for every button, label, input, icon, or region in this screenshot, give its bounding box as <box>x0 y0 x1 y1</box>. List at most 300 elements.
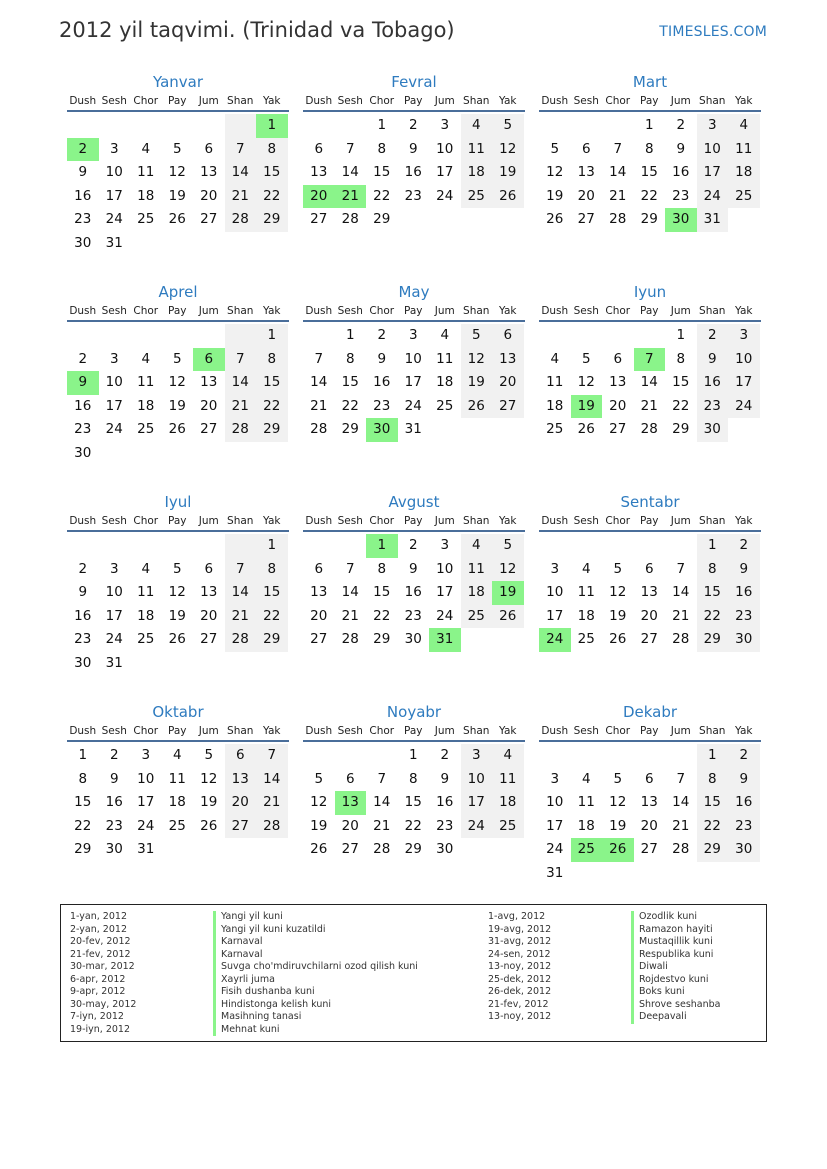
week-row <box>303 815 525 839</box>
day-cell: 3 <box>440 117 450 133</box>
weekday-label: Yak <box>499 515 517 527</box>
holiday-marker <box>631 936 634 949</box>
weekday-label: Yak <box>499 725 517 737</box>
day-cell: 24 <box>697 185 729 209</box>
day-cell: 23 <box>728 605 760 629</box>
empty-day-cell <box>67 114 99 138</box>
week-row <box>539 628 761 652</box>
day-cell: 27 <box>492 395 524 419</box>
holiday-marker <box>213 974 216 987</box>
weekday-label: Shan <box>463 515 490 527</box>
holiday-day-cell: 31 <box>429 628 461 652</box>
holiday-name: Rojdestvo kuni <box>639 973 709 985</box>
day-cell: 6 <box>204 560 214 577</box>
day-cell: 2 <box>408 117 418 133</box>
day-cell: 17 <box>461 791 493 815</box>
day-cell: 19 <box>461 371 493 395</box>
holiday-date: 20-fev, 2012 <box>70 936 131 947</box>
day-cell: 7 <box>256 744 288 768</box>
day-cell: 21 <box>609 187 627 204</box>
empty-day-cell <box>571 114 603 138</box>
day-cell: 27 <box>609 421 627 438</box>
holiday-day-cell: 21 <box>335 185 367 209</box>
day-cell: 4 <box>581 560 591 577</box>
holiday-day-cell: 6 <box>193 348 225 372</box>
day-cell: 16 <box>373 374 391 391</box>
day-cell: 9 <box>109 770 119 787</box>
empty-day-cell <box>492 838 524 862</box>
day-cell: 9 <box>408 140 418 157</box>
month-sentabr <box>539 492 761 652</box>
day-cell: 20 <box>492 371 524 395</box>
empty-day-cell <box>99 324 131 348</box>
week-row <box>67 838 289 862</box>
week-row <box>539 395 761 419</box>
holiday-date: 31-avg, 2012 <box>488 936 552 947</box>
day-cell: 8 <box>676 350 686 367</box>
holiday-day-cell: 1 <box>256 114 288 138</box>
day-cell: 20 <box>609 397 627 414</box>
legend-row <box>61 999 418 1012</box>
day-cell: 5 <box>492 534 524 558</box>
week-row <box>67 348 289 372</box>
day-cell: 18 <box>461 581 493 605</box>
empty-day-cell <box>461 418 493 442</box>
day-cell: 24 <box>436 607 454 624</box>
weekday-label: Yak <box>735 305 753 317</box>
weekday-label: Sesh <box>337 95 363 107</box>
day-cell: 8 <box>408 770 418 787</box>
empty-day-cell <box>130 534 162 558</box>
weekday-label: Sesh <box>573 725 599 737</box>
day-cell: 7 <box>676 770 686 787</box>
weekday-label: Jum <box>434 305 455 317</box>
legend-row <box>61 911 418 924</box>
empty-day-cell <box>256 652 288 676</box>
day-cell: 22 <box>404 817 422 834</box>
day-cell: 15 <box>341 374 359 391</box>
month-name: May <box>398 283 430 301</box>
day-cell: 28 <box>341 631 359 648</box>
day-cell: 5 <box>461 324 493 348</box>
day-cell: 26 <box>609 631 627 648</box>
week-row <box>303 138 525 162</box>
day-cell: 26 <box>546 211 564 228</box>
day-cell: 12 <box>492 558 524 582</box>
holiday-marker <box>631 911 634 924</box>
weekday-header <box>539 724 761 742</box>
day-cell: 14 <box>256 768 288 792</box>
day-cell: 29 <box>640 211 658 228</box>
empty-day-cell <box>193 652 225 676</box>
day-cell: 1 <box>256 534 288 558</box>
empty-day-cell <box>571 862 603 886</box>
month-name: Mart <box>632 73 668 91</box>
day-cell: 27 <box>200 421 218 438</box>
month-name: Sentabr <box>620 493 680 511</box>
empty-day-cell <box>225 442 257 466</box>
month-name: Aprel <box>158 283 198 301</box>
holiday-marker <box>631 1011 634 1024</box>
day-cell: 14 <box>225 371 257 395</box>
day-cell: 23 <box>404 607 422 624</box>
day-cell: 10 <box>436 560 454 577</box>
weekday-label: Pay <box>639 305 659 317</box>
empty-day-cell <box>634 324 666 348</box>
day-cell: 10 <box>105 584 123 601</box>
weekday-label: Dush <box>305 515 333 527</box>
weekday-label: Jum <box>670 95 691 107</box>
day-cell: 11 <box>492 768 524 792</box>
holiday-marker <box>213 1024 216 1037</box>
weekday-label: Jum <box>198 95 219 107</box>
holiday-legend <box>60 904 767 1042</box>
weekday-header <box>539 304 761 322</box>
week-row <box>539 768 761 792</box>
day-cell: 31 <box>137 841 155 858</box>
weekday-label: Shan <box>463 725 490 737</box>
month-aprel <box>67 282 289 466</box>
weekday-header <box>303 94 525 112</box>
holiday-name: Yangi yil kuni kuzatildi <box>221 923 326 935</box>
day-cell: 26 <box>461 395 493 419</box>
weekday-label: Dush <box>69 515 97 527</box>
empty-day-cell <box>130 442 162 466</box>
empty-day-cell <box>602 862 634 886</box>
empty-day-cell <box>99 442 131 466</box>
week-row <box>303 558 525 582</box>
day-cell: 19 <box>200 794 218 811</box>
day-cell: 19 <box>168 187 186 204</box>
holiday-name: Mustaqillik kuni <box>639 936 713 947</box>
month-iyul <box>67 492 289 676</box>
day-cell: 28 <box>640 421 658 438</box>
day-cell: 4 <box>461 114 493 138</box>
day-cell: 8 <box>697 768 729 792</box>
day-cell: 11 <box>137 584 155 601</box>
empty-day-cell <box>429 418 461 442</box>
legend-row <box>61 974 418 987</box>
weekday-label: Sesh <box>337 305 363 317</box>
day-cell: 7 <box>345 560 355 577</box>
day-cell: 4 <box>492 744 524 768</box>
day-cell: 22 <box>373 607 391 624</box>
empty-day-cell <box>193 232 225 256</box>
day-cell: 24 <box>461 815 493 839</box>
day-cell: 26 <box>310 841 328 858</box>
day-cell: 28 <box>609 211 627 228</box>
day-cell: 5 <box>314 770 324 787</box>
weekday-label: Shan <box>699 725 726 737</box>
day-cell: 23 <box>74 211 92 228</box>
day-cell: 22 <box>74 817 92 834</box>
holiday-day-cell: 2 <box>67 138 99 162</box>
day-cell: 27 <box>640 631 658 648</box>
weekday-header <box>67 514 289 532</box>
day-cell: 14 <box>672 584 690 601</box>
month-dekabr <box>539 702 761 886</box>
day-cell: 22 <box>373 187 391 204</box>
day-cell: 20 <box>341 817 359 834</box>
day-cell: 5 <box>613 560 623 577</box>
day-cell: 15 <box>697 581 729 605</box>
holiday-date: 24-sen, 2012 <box>488 948 551 960</box>
day-cell: 7 <box>676 560 686 577</box>
weekday-header <box>67 724 289 742</box>
day-cell: 10 <box>546 584 564 601</box>
legend-row <box>479 1011 721 1024</box>
day-cell: 10 <box>404 350 422 367</box>
empty-day-cell <box>162 442 194 466</box>
weekday-label: Yak <box>263 305 281 317</box>
weekday-label: Dush <box>541 515 569 527</box>
day-cell: 12 <box>492 138 524 162</box>
day-cell: 26 <box>168 211 186 228</box>
day-cell: 3 <box>141 747 151 763</box>
day-cell: 7 <box>225 138 257 162</box>
month-mart <box>539 72 761 232</box>
day-cell: 16 <box>404 164 422 181</box>
day-cell: 28 <box>225 208 257 232</box>
week-row <box>67 185 289 209</box>
day-cell: 6 <box>345 770 355 787</box>
day-cell: 7 <box>314 350 324 367</box>
day-cell: 15 <box>373 584 391 601</box>
empty-day-cell <box>256 838 288 862</box>
day-cell: 24 <box>436 187 454 204</box>
day-cell: 8 <box>644 140 654 157</box>
holiday-day-cell: 25 <box>571 838 603 862</box>
day-cell: 13 <box>577 164 595 181</box>
weekday-label: Chor <box>369 515 395 527</box>
day-cell: 25 <box>436 397 454 414</box>
day-cell: 28 <box>225 628 257 652</box>
holiday-name: Fisih dushanba kuni <box>221 986 315 997</box>
day-cell: 27 <box>577 211 595 228</box>
weekday-label: Dush <box>541 95 569 107</box>
weekday-label: Sesh <box>101 725 127 737</box>
holiday-date: 13-noy, 2012 <box>488 1011 552 1022</box>
weekday-label: Pay <box>167 95 187 107</box>
empty-day-cell <box>335 534 367 558</box>
day-cell: 21 <box>225 605 257 629</box>
holiday-name: Yangi yil kuni <box>221 911 283 922</box>
weekday-label: Sesh <box>573 515 599 527</box>
day-cell: 17 <box>546 607 564 624</box>
day-cell: 10 <box>137 770 155 787</box>
day-cell: 1 <box>697 534 729 558</box>
day-cell: 9 <box>728 768 760 792</box>
day-cell: 27 <box>310 631 328 648</box>
weekday-label: Chor <box>133 725 159 737</box>
day-cell: 3 <box>728 324 760 348</box>
day-cell: 10 <box>697 138 729 162</box>
day-cell: 29 <box>404 841 422 858</box>
weekday-label: Chor <box>369 725 395 737</box>
week-row <box>539 208 761 232</box>
day-cell: 31 <box>105 654 123 671</box>
holiday-day-cell: 26 <box>602 838 634 862</box>
holiday-date: 30-may, 2012 <box>70 998 137 1010</box>
day-cell: 30 <box>436 841 454 858</box>
week-row <box>303 348 525 372</box>
day-cell: 29 <box>697 628 729 652</box>
empty-day-cell <box>193 534 225 558</box>
day-cell: 5 <box>492 114 524 138</box>
week-row <box>303 161 525 185</box>
weekday-label: Jum <box>670 305 691 317</box>
day-cell: 21 <box>225 185 257 209</box>
day-cell: 21 <box>225 395 257 419</box>
day-cell: 29 <box>373 211 391 228</box>
day-cell: 9 <box>408 560 418 577</box>
day-cell: 14 <box>640 374 658 391</box>
month-name: Oktabr <box>152 703 204 721</box>
day-cell: 6 <box>204 140 214 157</box>
day-cell: 12 <box>310 794 328 811</box>
weekday-header <box>67 94 289 112</box>
day-cell: 9 <box>728 558 760 582</box>
day-cell: 30 <box>404 631 422 648</box>
day-cell: 1 <box>256 324 288 348</box>
weekday-label: Yak <box>735 725 753 737</box>
weekday-label: Yak <box>499 95 517 107</box>
day-cell: 20 <box>200 607 218 624</box>
day-cell: 23 <box>436 817 454 834</box>
day-cell: 25 <box>137 631 155 648</box>
week-row <box>539 791 761 815</box>
day-cell: 18 <box>137 187 155 204</box>
day-cell: 21 <box>310 397 328 414</box>
day-cell: 13 <box>310 164 328 181</box>
day-cell: 8 <box>256 138 288 162</box>
day-cell: 17 <box>105 607 123 624</box>
empty-day-cell <box>571 744 603 768</box>
day-cell: 4 <box>550 350 560 367</box>
empty-day-cell <box>728 208 760 232</box>
day-cell: 26 <box>168 631 186 648</box>
day-cell: 25 <box>492 815 524 839</box>
empty-day-cell <box>225 114 257 138</box>
empty-day-cell <box>539 324 571 348</box>
weekday-label: Yak <box>263 515 281 527</box>
day-cell: 22 <box>697 815 729 839</box>
day-cell: 12 <box>577 374 595 391</box>
empty-day-cell <box>256 442 288 466</box>
day-cell: 2 <box>377 327 387 343</box>
day-cell: 31 <box>697 208 729 232</box>
day-cell: 26 <box>492 185 524 209</box>
weekday-header <box>539 94 761 112</box>
day-cell: 2 <box>728 744 760 768</box>
day-cell: 15 <box>256 161 288 185</box>
day-cell: 15 <box>256 371 288 395</box>
day-cell: 9 <box>78 584 88 601</box>
legend-row <box>61 961 418 974</box>
day-cell: 17 <box>697 161 729 185</box>
empty-day-cell <box>697 862 729 886</box>
day-cell: 11 <box>168 770 186 787</box>
month-iyun <box>539 282 761 442</box>
holiday-marker <box>631 924 634 937</box>
weekday-label: Chor <box>133 305 159 317</box>
day-cell: 9 <box>78 164 88 181</box>
day-cell: 15 <box>697 791 729 815</box>
day-cell: 16 <box>728 791 760 815</box>
day-cell: 9 <box>676 140 686 157</box>
day-cell: 13 <box>640 584 658 601</box>
day-cell: 12 <box>609 584 627 601</box>
day-cell: 1 <box>697 744 729 768</box>
empty-day-cell <box>130 232 162 256</box>
site-link[interactable]: TIMESLES.COM <box>659 24 767 40</box>
day-cell: 30 <box>74 654 92 671</box>
empty-day-cell <box>665 862 697 886</box>
month-name: Noyabr <box>386 703 442 721</box>
day-cell: 10 <box>546 794 564 811</box>
week-row <box>67 114 289 138</box>
week-row <box>67 371 289 395</box>
holiday-name: Boks kuni <box>639 986 685 997</box>
day-cell: 29 <box>697 838 729 862</box>
day-cell: 24 <box>728 395 760 419</box>
day-cell: 11 <box>461 138 493 162</box>
day-cell: 29 <box>74 841 92 858</box>
day-cell: 23 <box>697 395 729 419</box>
weekday-label: Shan <box>463 305 490 317</box>
month-name: Iyun <box>633 283 667 301</box>
day-cell: 7 <box>613 140 623 157</box>
day-cell: 23 <box>373 397 391 414</box>
day-cell: 15 <box>640 164 658 181</box>
day-cell: 13 <box>200 584 218 601</box>
day-cell: 6 <box>314 140 324 157</box>
day-cell: 12 <box>168 584 186 601</box>
day-cell: 6 <box>613 350 623 367</box>
day-cell: 16 <box>697 371 729 395</box>
week-row <box>539 348 761 372</box>
day-cell: 24 <box>137 817 155 834</box>
day-cell: 2 <box>728 534 760 558</box>
empty-day-cell <box>162 534 194 558</box>
day-cell: 18 <box>137 397 155 414</box>
day-cell: 4 <box>172 747 182 763</box>
holiday-marker <box>213 924 216 937</box>
weekday-label: Dush <box>69 725 97 737</box>
day-cell: 18 <box>436 374 454 391</box>
day-cell: 17 <box>105 187 123 204</box>
holiday-day-cell: 1 <box>366 534 398 558</box>
empty-day-cell <box>162 324 194 348</box>
holiday-name: Suvga cho'mdiruvchilarni ozod qilish kuni <box>221 961 418 972</box>
day-cell: 11 <box>728 138 760 162</box>
day-cell: 8 <box>377 560 387 577</box>
day-cell: 12 <box>168 374 186 391</box>
weekday-label: Chor <box>605 305 631 317</box>
day-cell: 23 <box>74 631 92 648</box>
day-cell: 3 <box>109 350 119 367</box>
day-cell: 3 <box>109 560 119 577</box>
weekday-label: Pay <box>167 305 187 317</box>
week-row <box>539 324 761 348</box>
legend-column-left <box>61 911 418 1036</box>
holiday-day-cell: 19 <box>571 395 603 419</box>
day-cell: 25 <box>461 185 493 209</box>
day-cell: 15 <box>256 581 288 605</box>
weekday-label: Dush <box>305 725 333 737</box>
day-cell: 20 <box>225 791 257 815</box>
legend-row <box>61 924 418 937</box>
